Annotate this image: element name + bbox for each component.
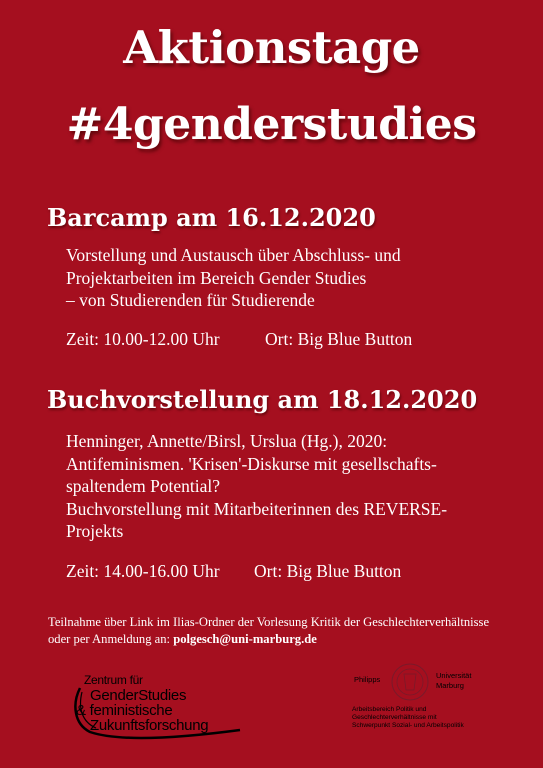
logo-left-line-2: GenderStudies: [90, 687, 187, 704]
event1-heading: Barcamp am 16.12.2020: [47, 203, 376, 232]
event1-time: Zeit: 10.00-12.00 Uhr: [66, 329, 220, 349]
event1-place: Ort: Big Blue Button: [265, 329, 413, 349]
gender-studies-logo: [70, 672, 250, 742]
event1-line-2: Projektarbeiten im Bereich Gender Studies: [66, 267, 367, 288]
event1-line-3: – von Studierenden für Studierende: [66, 290, 315, 310]
logo-right-word-2: Marburg: [436, 681, 464, 690]
logo-right-description: [352, 706, 522, 730]
title-line-2: #4genderstudies: [66, 99, 477, 150]
event2-line-3: spaltendem Potential?: [66, 476, 221, 496]
logo-left-line-3: & feministische: [76, 702, 173, 719]
logo-left-line-1: Zentrum für: [84, 673, 143, 687]
event1-description: [66, 244, 401, 312]
event2-place: Ort: Big Blue Button: [254, 561, 402, 581]
footer-line-2-prefix: oder per Anmeldung an:: [48, 632, 174, 646]
footer-line-1: Teilnahme über Link im Ilias-Ordner der Vorlesung Kritik der Geschlechterverhältnisse: [48, 615, 490, 629]
event2-line-2: Antifeminismen. 'Krisen'-Diskurse mit gesellschafts-: [66, 453, 437, 474]
event2-meta: [66, 560, 401, 582]
contact-email[interactable]: polgesch@uni-marburg.de: [173, 632, 317, 646]
logo-right-desc-1: Arbeitsbereich Politik und: [352, 706, 427, 713]
event1-meta: [66, 328, 412, 350]
event2-time: Zeit: 14.00-16.00 Uhr: [66, 561, 220, 581]
university-seal-icon: [390, 662, 430, 702]
registration-note: [48, 614, 518, 648]
logo-right-left-word: Philipps: [354, 675, 381, 684]
logo-left-line-4: Zukunftsforschung: [90, 717, 209, 734]
event2-description: [66, 430, 447, 543]
event2-line-5: Projekts: [66, 521, 124, 541]
event2-heading: Buchvorstellung am 18.12.2020: [47, 385, 478, 414]
event2-line-4: Buchvorstellung mit Mitarbeiterinnen des REVERSE-: [66, 498, 448, 519]
event1-line-1: Vorstellung und Austausch über Abschluss- und: [66, 245, 401, 265]
logo-right-word-1: Universität: [436, 671, 472, 680]
logo-right-desc-2: Geschlechterverhältnisse mit: [352, 714, 437, 721]
footer-line-2: [48, 631, 518, 648]
logo-right-desc-3: Schwerpunkt Sozial- und Arbeitspolitik: [352, 722, 464, 729]
event2-line-1: Henninger, Annette/Birsl, Urslua (Hg.), 2020:: [66, 431, 388, 451]
title-line-1: Aktionstage: [123, 21, 420, 74]
marburg-university-logo: [352, 662, 522, 742]
